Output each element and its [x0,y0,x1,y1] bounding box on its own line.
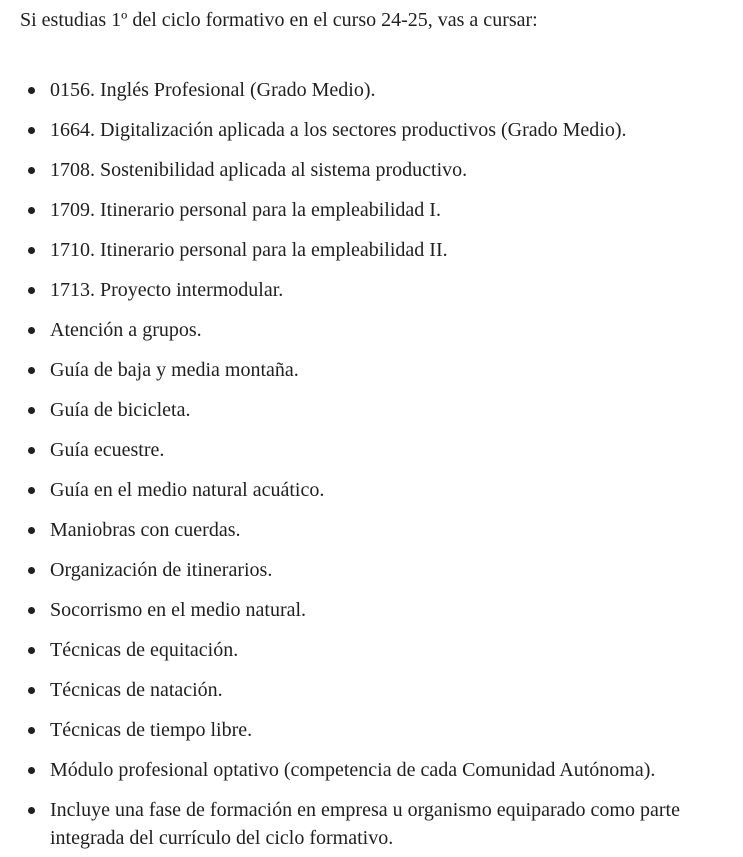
bullet-icon [28,87,35,94]
list-item-text: Incluye una fase de formación en empresa u organismo equiparado como parte integrada del currículo del ciclo formativo. [50,799,680,849]
bullet-icon [28,287,35,294]
bullet-icon [28,367,35,374]
intro-text: Si estudias 1º del ciclo formativo en el curso 24-25, vas a cursar: [20,9,538,31]
list-item [20,76,730,104]
bullet-icon [28,647,35,654]
list-item [20,156,730,184]
list-item [20,716,730,744]
list-item-text: 1713. Proyecto intermodular. [50,279,284,301]
list-item-text: Organización de itinerarios. [50,559,273,581]
bullet-icon [28,207,35,214]
list-item-text: 1710. Itinerario personal para la empleabilidad II. [50,239,448,261]
bullet-icon [28,407,35,414]
list-item [20,236,730,264]
list-item-text: 0156. Inglés Profesional (Grado Medio). [50,79,376,101]
list-item [20,276,730,304]
bullet-icon [28,807,35,814]
list-item [20,356,730,384]
list-item-text: Técnicas de equitación. [50,639,239,661]
list-item-text: Guía de bicicleta. [50,399,191,421]
list-item-text: 1709. Itinerario personal para la empleabilidad I. [50,199,441,221]
list-item-text: Técnicas de tiempo libre. [50,719,253,741]
bullet-icon [28,567,35,574]
bullet-icon [28,167,35,174]
list-item [20,476,730,504]
list-item [20,676,730,704]
list-item [20,116,730,144]
list-item [20,516,730,544]
bullet-icon [28,447,35,454]
bullet-icon [28,727,35,734]
list-item [20,436,730,464]
list-item-text: 1664. Digitalización aplicada a los sectores productivos (Grado Medio). [50,119,627,141]
list-item-text: 1708. Sostenibilidad aplicada al sistema productivo. [50,159,468,181]
bullet-icon [28,327,35,334]
list-item [20,636,730,664]
bullet-icon [28,127,35,134]
list-item [20,196,730,224]
list-item-text: Técnicas de natación. [50,679,223,701]
bullet-icon [28,687,35,694]
list-item-text: Módulo profesional optativo (competencia de cada Comunidad Autónoma). [50,759,656,781]
bullet-icon [28,767,35,774]
list-item-text: Socorrismo en el medio natural. [50,599,307,621]
bullet-icon [28,607,35,614]
bullet-icon [28,487,35,494]
list-item-text: Atención a grupos. [50,319,202,341]
list-item [20,316,730,344]
list-item-text: Guía ecuestre. [50,439,165,461]
list-item [20,596,730,624]
list-item-text: Guía de baja y media montaña. [50,359,299,381]
bullet-icon [28,247,35,254]
list-item [20,756,730,784]
module-list [20,76,743,852]
bullet-icon [28,527,35,534]
list-item [20,556,730,584]
list-item-text: Guía en el medio natural acuático. [50,479,325,501]
list-item [20,396,730,424]
list-item [20,796,730,852]
list-item-text: Maniobras con cuerdas. [50,519,241,541]
